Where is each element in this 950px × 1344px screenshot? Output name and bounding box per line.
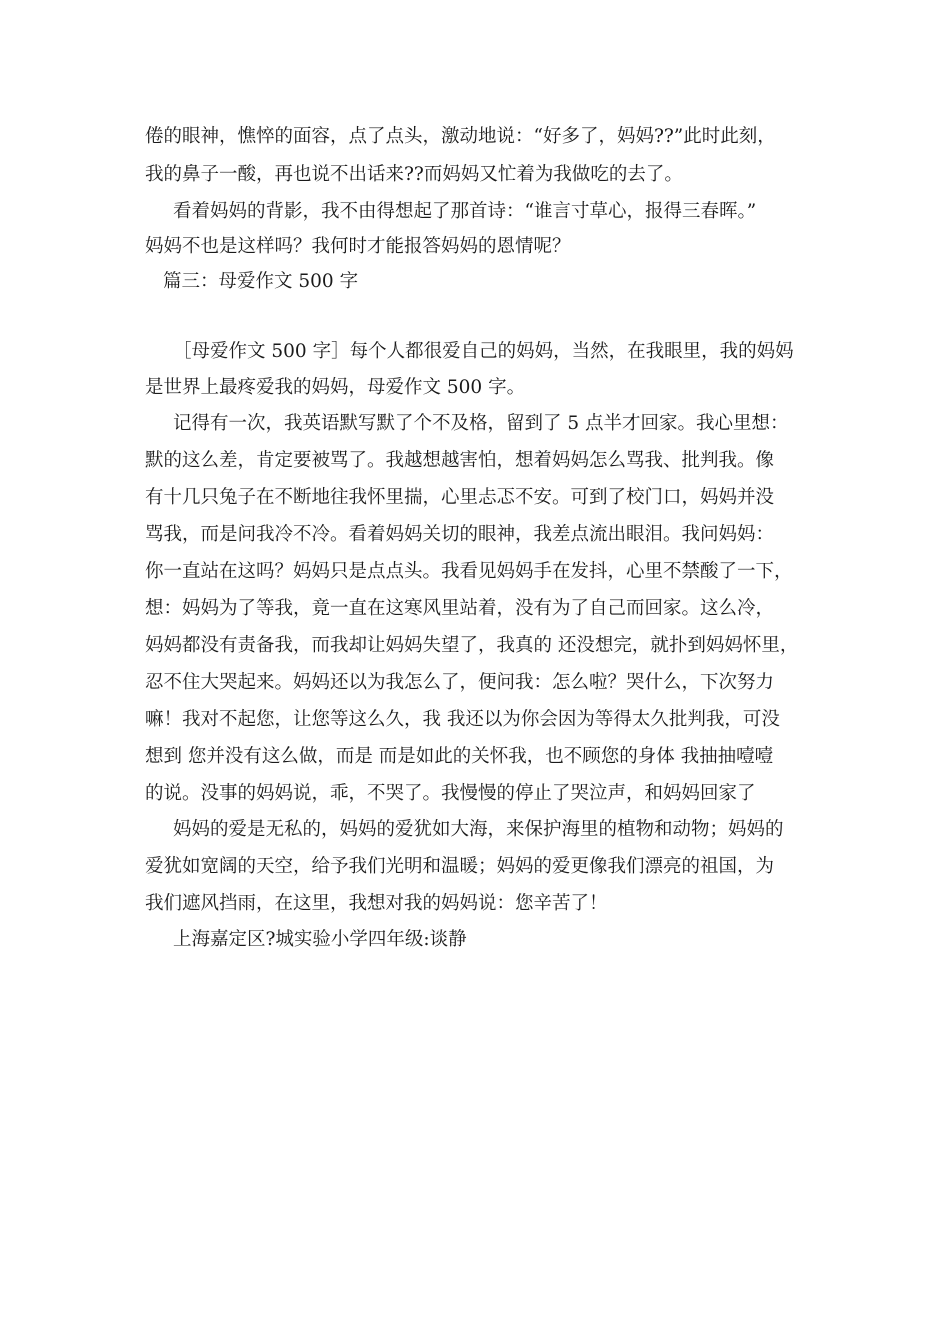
text-line: 我们遮风挡雨，在这里，我想对我的妈妈说：您辛苦了！ (145, 893, 608, 914)
text-line: 你一直站在这吗？妈妈只是点点头。我看见妈妈手在发抖，心里不禁酸了一下， (145, 561, 793, 582)
text-line: 是世界上最疼爱我的妈妈，母爱作文 500 字。 (145, 377, 526, 398)
text-line: 看着妈妈的背影，我不由得想起了那首诗：“谁言寸草心，报得三春晖。” (173, 201, 757, 222)
text-line: 嘛！我对不起您，让您等这么久，我 我还以为你会因为等得太久批判我，可没 (145, 709, 780, 730)
text-line: 默的这么差，肯定要被骂了。我越想越害怕，想着妈妈怎么骂我、批判我。像 (145, 450, 775, 471)
text-line: 想到 您并没有这么做，而是 而是如此的关怀我，也不顾您的身体 我抽抽噎噎 (145, 746, 774, 767)
text-line: 倦的眼神，憔悴的面容，点了点头，激动地说：“好多了，妈妈??”此时此刻， (145, 126, 776, 147)
author-line: 上海嘉定区?城实验小学四年级:谈静 (173, 929, 467, 950)
text-line: 忍不住大哭起来。妈妈还以为我怎么了，便问我：怎么啦？哭什么，下次努力 (145, 672, 775, 693)
text-line: 妈妈的爱是无私的，妈妈的爱犹如大海，来保护海里的植物和动物；妈妈的 (173, 819, 784, 840)
text-line: 的说。没事的妈妈说，乖，不哭了。我慢慢的停止了哭泣声，和妈妈回家了 (145, 783, 756, 804)
text-line: 骂我，而是问我冷不冷。看着妈妈关切的眼神，我差点流出眼泪。我问妈妈： (145, 524, 775, 545)
text-line: 爱犹如宽阔的天空，给予我们光明和温暖；妈妈的爱更像我们漂亮的祖国，为 (145, 856, 775, 877)
text-line: 记得有一次，我英语默写默了个不及格，留到了 5 点半才回家。我心里想： (173, 413, 789, 434)
text-line: 我的鼻子一酸，再也说不出话来??而妈妈又忙着为我做吃的去了。 (145, 164, 683, 185)
text-line: 妈妈都没有责备我，而我却让妈妈失望了，我真的 还没想完，就扑到妈妈怀里， (145, 635, 799, 656)
text-line: 有十几只兔子在不断地往我怀里揣，心里忐忑不安。可到了校门口，妈妈并没 (145, 487, 775, 508)
section-heading: 篇三：母爱作文 500 字 (163, 271, 359, 292)
text-line: 想：妈妈为了等我，竟一直在这寒风里站着，没有为了自己而回家。这么冷， (145, 598, 775, 619)
text-line: 妈妈不也是这样吗？我何时才能报答妈妈的恩情呢？ (145, 236, 571, 257)
text-line: ［母爱作文 500 字］每个人都很爱自己的妈妈，当然，在我眼里，我的妈妈 (173, 341, 794, 362)
